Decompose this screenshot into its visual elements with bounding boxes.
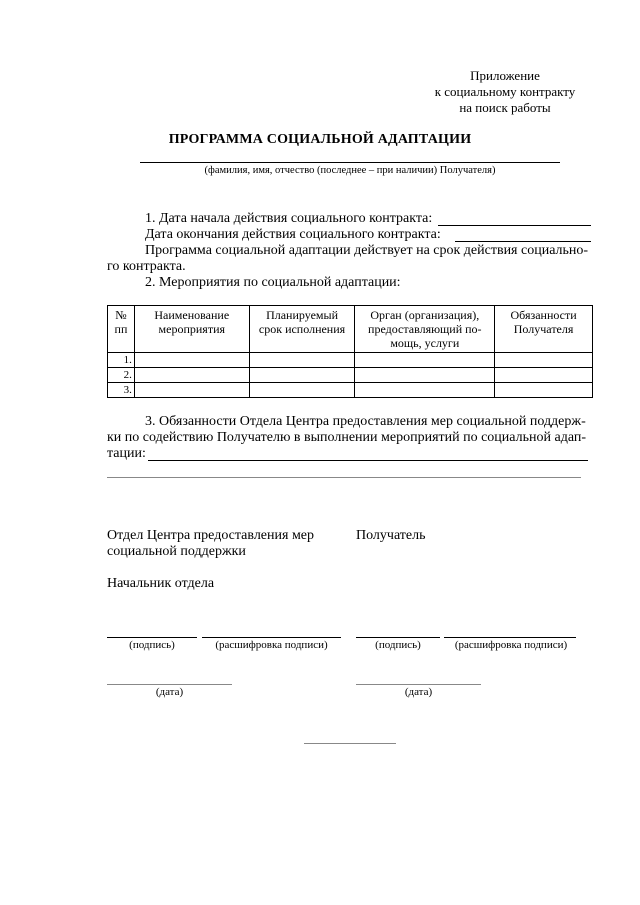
- measures-label: 2. Мероприятия по социальной адаптации:: [145, 275, 401, 290]
- dept-duties-field-2[interactable]: [107, 477, 581, 478]
- document-title: ПРОГРАММА СОЦИАЛЬНОЙ АДАПТАЦИИ: [168, 132, 472, 147]
- recipient-decoding-caption: (расшифровка подписи): [454, 639, 568, 651]
- table-cell[interactable]: [495, 353, 593, 368]
- recipient-caption: (фамилия, имя, отчество (последнее – при наличии) Получателя): [204, 165, 496, 176]
- validity-line-1: Программа социальной адаптации действует на срок действия социально-: [145, 243, 589, 258]
- dept-date-caption: (дата): [155, 686, 184, 698]
- dept-decoding-field[interactable]: [202, 637, 341, 638]
- adaptation-measures-table: [107, 305, 593, 398]
- end-date-field[interactable]: [455, 241, 591, 242]
- col-header-measure-name: Наименование мероприятия: [134, 306, 249, 353]
- table-row: [108, 353, 593, 368]
- recipient-signature-caption: (подпись): [375, 639, 421, 651]
- table-cell[interactable]: [495, 368, 593, 383]
- dept-duties-line-2: ки по содействию Получателю в выполнении мероприятий по социальной адап-: [107, 430, 587, 445]
- dept-date-field[interactable]: [107, 684, 232, 685]
- footer-divider: [304, 743, 396, 744]
- table-cell[interactable]: [355, 368, 495, 383]
- dept-duties-line-1: 3. Обязанности Отдела Центра предоставления мер социальной поддерж-: [145, 414, 586, 429]
- col-header-number: № пп: [108, 306, 135, 353]
- recipient-decoding-field[interactable]: [444, 637, 576, 638]
- table-cell[interactable]: [249, 383, 355, 398]
- dept-duties-field[interactable]: [148, 460, 588, 461]
- table-cell[interactable]: [249, 353, 355, 368]
- dept-signature-field[interactable]: [107, 637, 197, 638]
- table-cell[interactable]: [134, 383, 249, 398]
- table-cell[interactable]: [134, 353, 249, 368]
- dept-signature-caption: (подпись): [129, 639, 175, 651]
- table-cell[interactable]: [134, 368, 249, 383]
- table-cell[interactable]: [355, 353, 495, 368]
- row-number: 1.: [108, 353, 135, 368]
- appendix-line-3: на поиск работы: [459, 100, 551, 115]
- col-header-organization: Орган (организация), предоставляющий по- мощь, услуги: [355, 306, 495, 353]
- dept-name-line-2: социальной поддержки: [107, 544, 246, 559]
- col-header-planned-term: Планируемый срок исполнения: [249, 306, 355, 353]
- recipient-name-line[interactable]: [140, 162, 560, 163]
- row-number: 3.: [108, 383, 135, 398]
- head-of-department-label: Начальник отдела: [107, 576, 215, 591]
- start-date-label: 1. Дата начала действия социального контракта:: [145, 211, 433, 226]
- dept-name-line-1: Отдел Центра предоставления мер: [107, 528, 315, 543]
- appendix-line-1: Приложение: [470, 68, 540, 83]
- table-cell[interactable]: [495, 383, 593, 398]
- appendix-line-2: к социальному контракту: [434, 84, 576, 99]
- recipient-label: Получатель: [356, 528, 426, 543]
- dept-duties-line-3: тации:: [107, 446, 146, 461]
- recipient-date-caption: (дата): [404, 686, 433, 698]
- table-cell[interactable]: [249, 368, 355, 383]
- start-date-field[interactable]: [438, 225, 591, 226]
- end-date-label: Дата окончания действия социального контракта:: [145, 227, 441, 242]
- table-row: [108, 368, 593, 383]
- table-cell[interactable]: [355, 383, 495, 398]
- col-header-recipient-duties: Обязанности Получателя: [495, 306, 593, 353]
- row-number: 2.: [108, 368, 135, 383]
- validity-line-2: го контракта.: [107, 259, 186, 274]
- table-row: [108, 383, 593, 398]
- recipient-signature-field[interactable]: [356, 637, 440, 638]
- dept-decoding-caption: (расшифровка подписи): [215, 639, 328, 651]
- recipient-date-field[interactable]: [356, 684, 481, 685]
- appendix-header: [380, 68, 630, 116]
